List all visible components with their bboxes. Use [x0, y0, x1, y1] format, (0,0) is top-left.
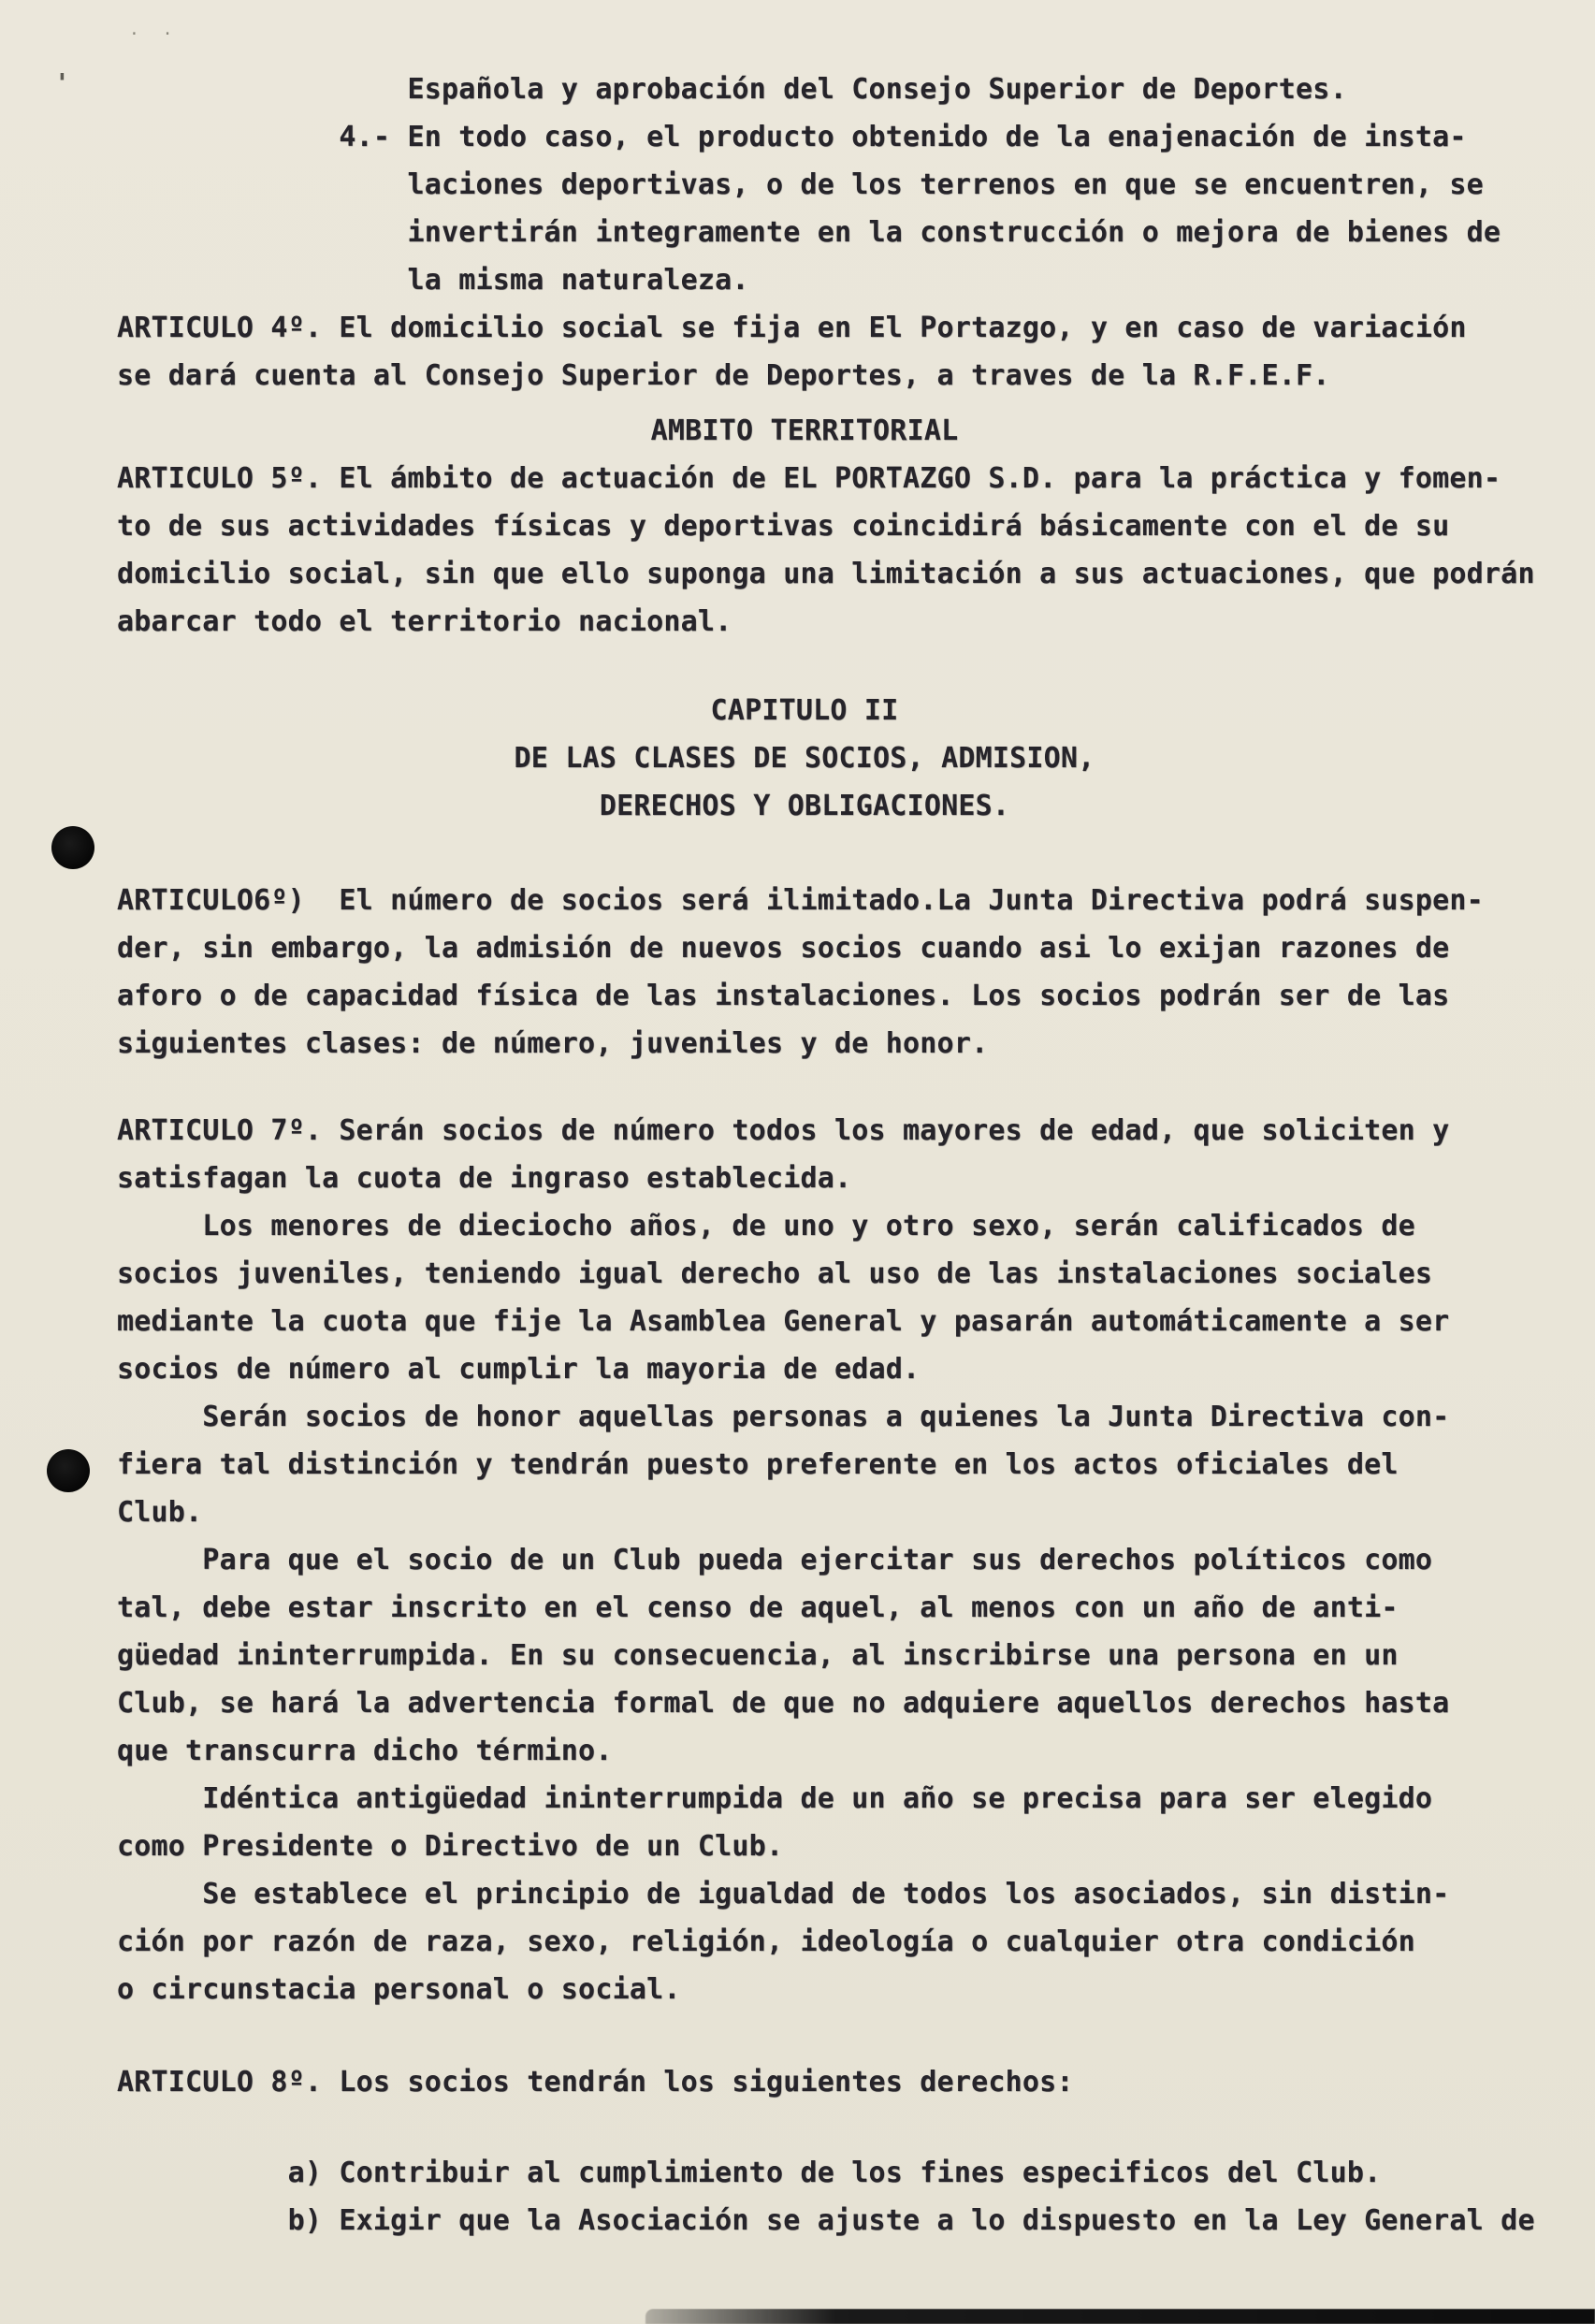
text-line: se dará cuenta al Consejo Superior de Deportes, a traves de la R.F.E.F. — [117, 359, 1330, 392]
text-line: ARTICULO 7º. Serán socios de número todos los mayores de edad, que soliciten y — [117, 1114, 1450, 1147]
hole-punch-mark — [47, 1449, 90, 1492]
text-line: a) Contribuir al cumplimiento de los fines especificos del Club. — [117, 2157, 1382, 2189]
antiguedad-paragraph — [117, 1775, 1492, 1870]
document-page — [117, 65, 1535, 2244]
text-line: Española y aprobación del Consejo Superior de Deportes. — [117, 73, 1347, 106]
text-line: la misma naturaleza. — [117, 264, 749, 297]
text-line: o circunstacia personal o social. — [117, 1973, 681, 2006]
text-line: fiera tal distinción y tendrán puesto preferente en los actos oficiales del — [117, 1448, 1399, 1481]
text-line: ARTICULO 4º. El domicilio social se fija en El Portazgo, y en caso de variación — [117, 312, 1467, 344]
articulo-5-paragraph — [117, 455, 1535, 646]
text-line: ARTICULO6º) El número de socios será ilimitado.La Junta Directiva podrá suspen- — [117, 884, 1484, 917]
text-line: laciones deportivas, o de los terrenos en que se encuentren, se — [117, 168, 1484, 201]
derechos-list — [117, 2149, 1535, 2244]
ambito-territorial-heading — [117, 407, 1492, 455]
text-line: 4.- En todo caso, el producto obtenido de la enajenación de insta- — [117, 121, 1467, 153]
text-line: tal, debe estar inscrito en el censo de aquel, al menos con un año de anti- — [117, 1591, 1399, 1624]
text-line: que transcurra dicho término. — [117, 1735, 613, 1767]
text-line: ARTICULO 5º. El ámbito de actuación de EL PORTAZGO S.D. para la práctica y fomen- — [117, 462, 1501, 495]
heading-line: DERECHOS Y OBLIGACIONES. — [599, 790, 1010, 822]
text-line: socios juveniles, teniendo igual derecho al uso de las instalaciones sociales — [117, 1257, 1433, 1290]
text-line: socios de número al cumplir la mayoria de edad. — [117, 1353, 921, 1386]
text-line: Serán socios de honor aquellas personas a quienes la Junta Directiva con- — [117, 1401, 1450, 1433]
heading-line: DE LAS CLASES DE SOCIOS, ADMISION, — [514, 742, 1095, 775]
text-line: siguientes clases: de número, juveniles y de honor. — [117, 1027, 989, 1060]
socios-juveniles-paragraph — [117, 1202, 1492, 1393]
text-line: como Presidente o Directivo de un Club. — [117, 1830, 784, 1863]
capitulo-2-heading — [117, 687, 1492, 734]
articulo-7-paragraph — [117, 1107, 1492, 1202]
capitulo-2-subheading-2 — [117, 782, 1492, 830]
hole-punch-mark — [51, 826, 94, 869]
text-line: Para que el socio de un Club pueda ejercitar sus derechos políticos como — [117, 1544, 1433, 1576]
text-line: mediante la cuota que fije la Asamblea General y pasarán automáticamente a ser — [117, 1305, 1450, 1338]
articulo-8-paragraph — [117, 2058, 1492, 2106]
text-line: satisfagan la cuota de ingraso establecida. — [117, 1162, 852, 1195]
heading-line: CAPITULO II — [710, 694, 899, 727]
text-line: Idéntica antigüedad ininterrumpida de un año se precisa para ser elegido — [117, 1782, 1433, 1815]
text-line: Los menores de dieciocho años, de uno y otro sexo, serán calificados de — [117, 1210, 1415, 1242]
text-line: Club, se hará la advertencia formal de que no adquiere aquellos derechos hasta — [117, 1687, 1450, 1720]
scan-artifact-mark: ' — [54, 67, 70, 98]
articulo-6-paragraph — [117, 877, 1492, 1068]
articulo-4-paragraph — [117, 304, 1492, 399]
continuation-paragraph — [117, 65, 1492, 113]
text-line: domicilio social, sin que ello suponga una limitación a sus actuaciones, que podrán — [117, 558, 1535, 590]
text-line: aforo o de capacidad física de las instalaciones. Los socios podrán ser de las — [117, 980, 1450, 1012]
scan-artifact-mark: · · — [129, 24, 180, 44]
igualdad-paragraph — [117, 1870, 1492, 2013]
text-line: Club. — [117, 1496, 203, 1529]
list-item-4-paragraph — [117, 113, 1501, 304]
scan-edge-artifact — [645, 2309, 1595, 2324]
derechos-politicos-paragraph — [117, 1536, 1492, 1775]
text-line: güedad ininterrumpida. En su consecuencia, al inscribirse una persona en un — [117, 1639, 1399, 1672]
text-line: abarcar todo el territorio nacional. — [117, 605, 732, 638]
socios-honor-paragraph — [117, 1393, 1492, 1536]
text-line: ción por razón de raza, sexo, religión, ideología o cualquier otra condición — [117, 1925, 1415, 1958]
text-line: ARTICULO 8º. Los socios tendrán los siguientes derechos: — [117, 2066, 1074, 2099]
text-line: Se establece el principio de igualdad de todos los asociados, sin distin- — [117, 1878, 1450, 1910]
text-line: to de sus actividades físicas y deportivas coincidirá básicamente con el de su — [117, 510, 1450, 543]
text-line: invertirán integramente en la construcción o mejora de bienes de — [117, 216, 1501, 249]
text-line: der, sin embargo, la admisión de nuevos socios cuando asi lo exijan razones de — [117, 932, 1450, 965]
text-line: b) Exigir que la Asociación se ajuste a lo dispuesto en la Ley General de — [117, 2204, 1535, 2237]
capitulo-2-subheading-1 — [117, 734, 1492, 782]
heading-line: AMBITO TERRITORIAL — [650, 414, 959, 447]
